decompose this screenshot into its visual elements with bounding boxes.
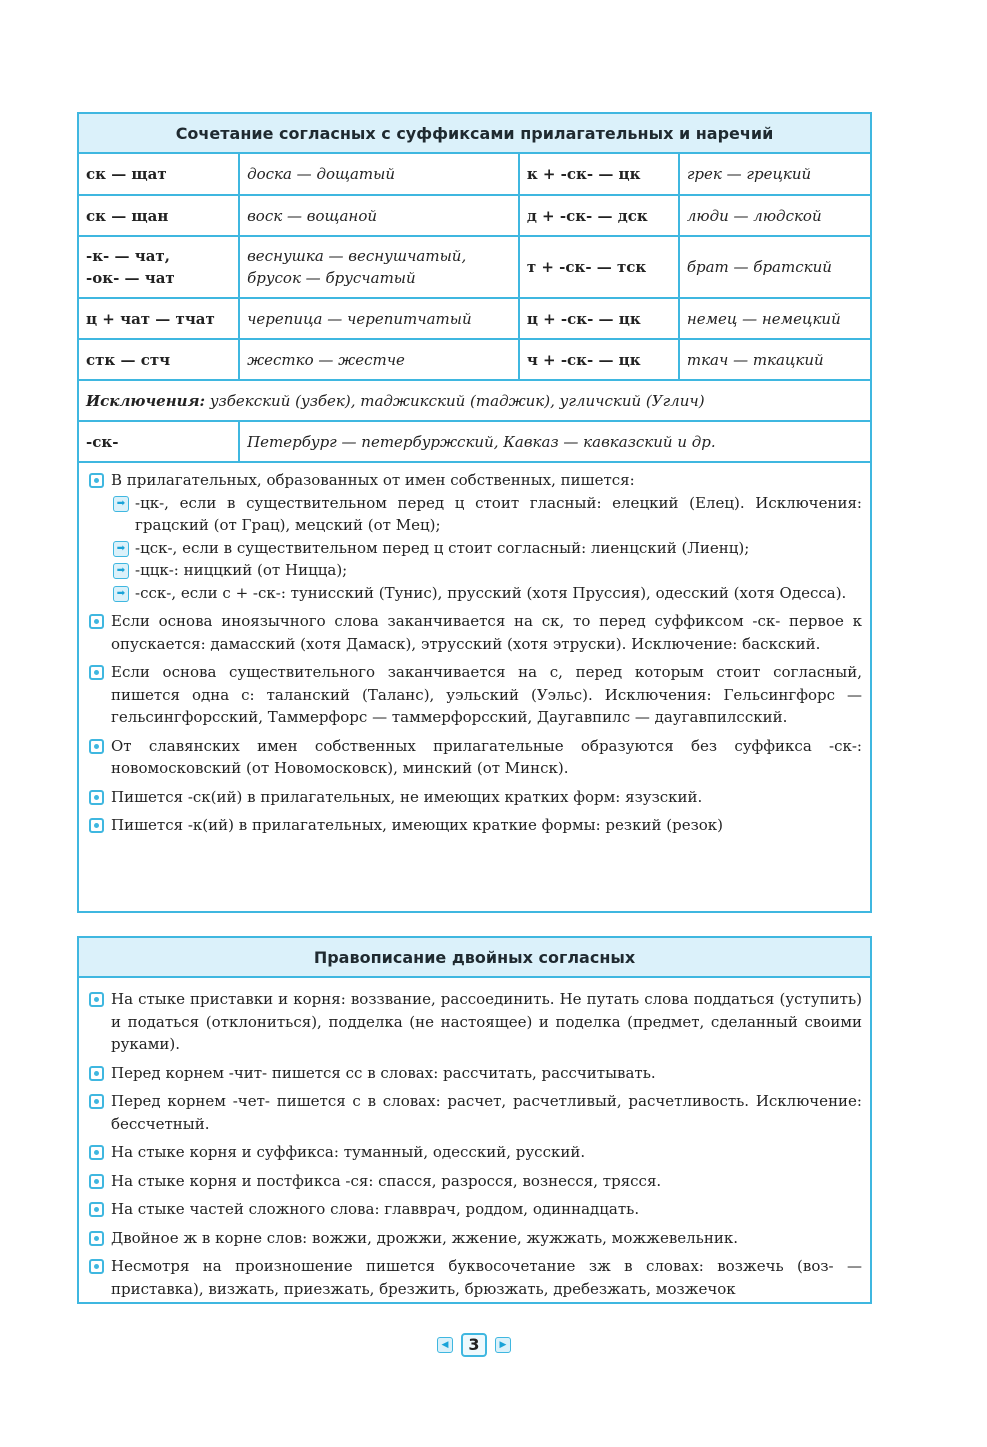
example-cell: люди — людской (679, 195, 870, 236)
example-cell: жестко — жестче (239, 339, 519, 380)
list-item (87, 1141, 862, 1164)
example-cell: брат — братский (679, 236, 870, 298)
list-item-text: Несмотря на произношение пишется буквосочетание зж в словах: возжечь (воз- — приставка), визжать, приезжать, брезжить, брюзжать, дребезжать, мозжечок (111, 1257, 862, 1298)
arrow-icon: ➡ (113, 563, 129, 579)
rule-cell: ск — щан (79, 195, 239, 236)
rule-cell: -ск- (79, 421, 239, 462)
exceptions-label: Исключения: (86, 391, 206, 410)
example-cell (239, 236, 519, 298)
exceptions-cell (79, 380, 870, 421)
list-item (87, 1090, 862, 1135)
list-item (87, 1255, 862, 1300)
bullet-icon (89, 614, 104, 629)
bullet-icon (89, 739, 104, 754)
rules-table (79, 154, 870, 463)
bullet-icon (89, 473, 104, 488)
sub-item-text: -цк-, если в существительном перед ц стоит гласный: елецкий (Елец). Исключения: грацский (от Грац), мецский (от Мец); (135, 493, 862, 534)
example-cell: ткач — ткацкий (679, 339, 870, 380)
rule-cell: т + -ск- — тск (519, 236, 679, 298)
sub-item (111, 537, 862, 560)
list-item-text: На стыке частей сложного слова: главврач, роддом, одиннадцать. (111, 1200, 640, 1218)
list-item-text: На стыке корня и суффикса: туманный, одесский, русский. (111, 1143, 586, 1161)
list-item (87, 469, 862, 604)
sub-item-text: -цск-, если в существительном перед ц стоит согласный: лиенцский (Лиенц); (135, 538, 750, 557)
sub-item-text: -сск-, если с + -ск-: тунисский (Тунис), прусский (хотя Пруссия), одесский (хотя Одесса). (135, 583, 847, 602)
next-page-icon[interactable]: ▶ (495, 1337, 511, 1353)
arrow-icon: ➡ (113, 541, 129, 557)
table-row (79, 195, 870, 236)
rule-cell: ч + -ск- — цк (519, 339, 679, 380)
example-cell: Петербург — петербуржский, Кавказ — кавказский и др. (239, 421, 870, 462)
rule-line: -к- — чат, (86, 247, 170, 265)
list-item-text: Пишется -ск(ий) в прилагательных, не имеющих кратких форм: язузский. (111, 787, 703, 806)
list-item-text: На стыке корня и постфикса -ся: спасся, разросся, вознесся, трясся. (111, 1171, 662, 1190)
arrow-icon: ➡ (113, 586, 129, 602)
consonants-suffix-section (77, 112, 872, 913)
page-number: 3 (461, 1333, 487, 1357)
bullet-icon (89, 1174, 104, 1189)
bullet-icon (89, 1202, 104, 1217)
list-item (87, 1198, 862, 1221)
list-item-text: Если основа существительного заканчивается на с, перед которым стоит согласный, пишется одна с: таланский (Таланс), уэльский (Уэльс). Исключения: Гельсингфорс — гельсингфорсский, Таммерфорс — таммерфорсский, Даугавпилс — даугавпилсский. (111, 663, 862, 726)
table-row (79, 154, 870, 195)
bullet-icon (89, 790, 104, 805)
prev-page-icon[interactable]: ◀ (437, 1337, 453, 1353)
list-item (87, 786, 862, 809)
rule-line: -ок- — чат (86, 269, 175, 287)
section-title: Правописание двойных согласных (79, 938, 870, 978)
bullet-icon (89, 1259, 104, 1274)
list-item (87, 988, 862, 1056)
list-item (87, 661, 862, 729)
list-item (87, 1227, 862, 1250)
example-cell: немец — немецкий (679, 298, 870, 339)
sub-item (111, 559, 862, 582)
rule-cell: ск — щат (79, 154, 239, 195)
exceptions-text: узбекский (узбек), таджикский (таджик), угличский (Углич) (209, 391, 705, 410)
exceptions-row (79, 380, 870, 421)
table-row (79, 421, 870, 462)
arrow-icon: ➡ (113, 496, 129, 512)
list-item (87, 814, 862, 837)
example-line: брусок — брусчатый (247, 269, 416, 287)
list-item-text: Пишется -к(ий) в прилагательных, имеющих краткие формы: резкий (резок) (111, 816, 724, 834)
bullet-icon (89, 665, 104, 680)
list-item (87, 1062, 862, 1085)
list-item-text: На стыке приставки и корня: воззвание, рассоединить. Не путать слова поддаться (уступить) и податься (отклониться), подделка (не настоящее) и поделка (предмет, сделанный своими руками). (111, 990, 862, 1053)
rule-cell: ц + чат — тчат (79, 298, 239, 339)
list-item (87, 610, 862, 655)
double-consonants-section (77, 936, 872, 1304)
rule-cell: д + -ск- — дск (519, 195, 679, 236)
example-cell: грек — грецкий (679, 154, 870, 195)
example-cell: черепица — черепитчатый (239, 298, 519, 339)
table-row (79, 236, 870, 298)
bullet-icon (89, 1145, 104, 1160)
table-row (79, 339, 870, 380)
section-title: Сочетание согласных с суффиксами прилагательных и наречий (79, 114, 870, 154)
list-item-text: Двойное ж в корне слов: вожжи, дрожжи, жжение, жужжать, можжевельник. (111, 1228, 738, 1247)
rule-cell: ц + -ск- — цк (519, 298, 679, 339)
table-row (79, 298, 870, 339)
list-item-text: От славянских имен собственных прилагательные образуются без суффикса -ск-: новомосковский (от Новомосковск), минский (от Минск). (111, 736, 862, 777)
rule-cell: стк — стч (79, 339, 239, 380)
rules-list (79, 463, 870, 837)
sub-item (111, 492, 862, 537)
bullet-icon (89, 818, 104, 833)
rules-list (79, 978, 870, 1300)
list-item-text: Перед корнем -чет- пишется с в словах: расчет, расчетливый, расчетливость. Исключение: бессчетный. (111, 1092, 862, 1133)
bullet-icon (89, 1094, 104, 1109)
list-item (87, 735, 862, 780)
sub-item-text: -ццк-: ниццкий (от Ницца); (135, 561, 348, 579)
example-cell: воск — вощаной (239, 195, 519, 236)
list-item-text: Если основа иноязычного слова заканчивается на ск, то перед суффиксом -ск- первое к опускается: дамасский (хотя Дамаск), этрусский (хотя этруски). Исключение: баскский. (111, 612, 862, 653)
rule-cell (79, 236, 239, 298)
pagination (437, 1333, 511, 1357)
list-item (87, 1170, 862, 1193)
list-item-text: Перед корнем -чит- пишется сс в словах: рассчитать, рассчитывать. (111, 1063, 656, 1082)
list-item-text: В прилагательных, образованных от имен собственных, пишется: (111, 471, 635, 489)
bullet-icon (89, 992, 104, 1007)
bullet-icon (89, 1231, 104, 1246)
rule-cell: к + -ск- — цк (519, 154, 679, 195)
example-cell: доска — дощатый (239, 154, 519, 195)
bullet-icon (89, 1066, 104, 1081)
sub-item (111, 582, 862, 605)
example-line: веснушка — веснушчатый, (247, 247, 467, 265)
